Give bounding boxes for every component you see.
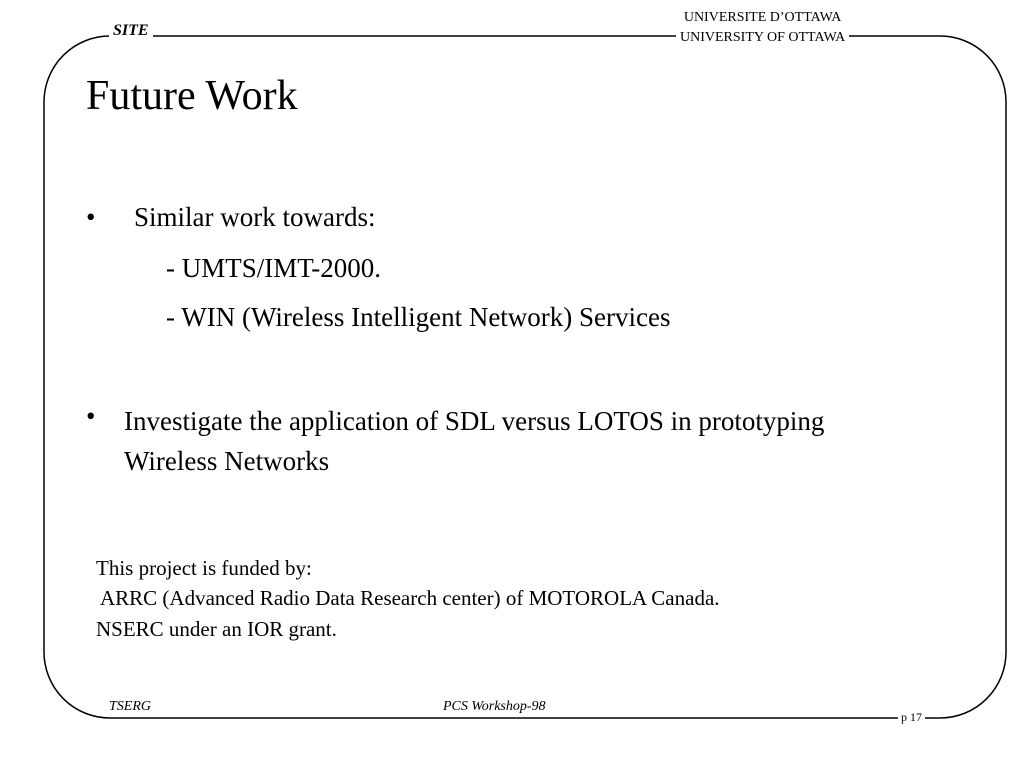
sub-item: - WIN (Wireless Intelligent Network) Services <box>166 302 671 332</box>
footer-center-label: PCS Workshop-98 <box>440 699 549 715</box>
university-name-en: UNIVERSITY OF OTTAWA <box>680 30 846 45</box>
funding-heading: This project is funded by: <box>96 556 312 580</box>
page-number: p 17 <box>898 710 925 725</box>
funding-line: ARRC (Advanced Radio Data Research center) of MOTOROLA Canada. <box>100 586 720 610</box>
footer-left-label: TSERG <box>106 699 154 715</box>
bullet-text: Investigate the application of SDL versus LOTOS in prototyping Wireless Networks <box>124 406 825 476</box>
university-header <box>676 8 849 48</box>
slide-border <box>44 36 1006 718</box>
bullet-marker: • <box>86 202 96 232</box>
bullet-text: Similar work towards: <box>134 202 376 232</box>
slide-title: Future Work <box>86 73 298 119</box>
sub-item: - UMTS/IMT-2000. <box>166 253 382 283</box>
university-name-fr: UNIVERSITE D’OTTAWA <box>683 10 842 25</box>
site-label: SITE <box>109 22 153 40</box>
funding-line: NSERC under an IOR grant. <box>96 617 337 641</box>
bullet-marker: • <box>86 401 96 431</box>
